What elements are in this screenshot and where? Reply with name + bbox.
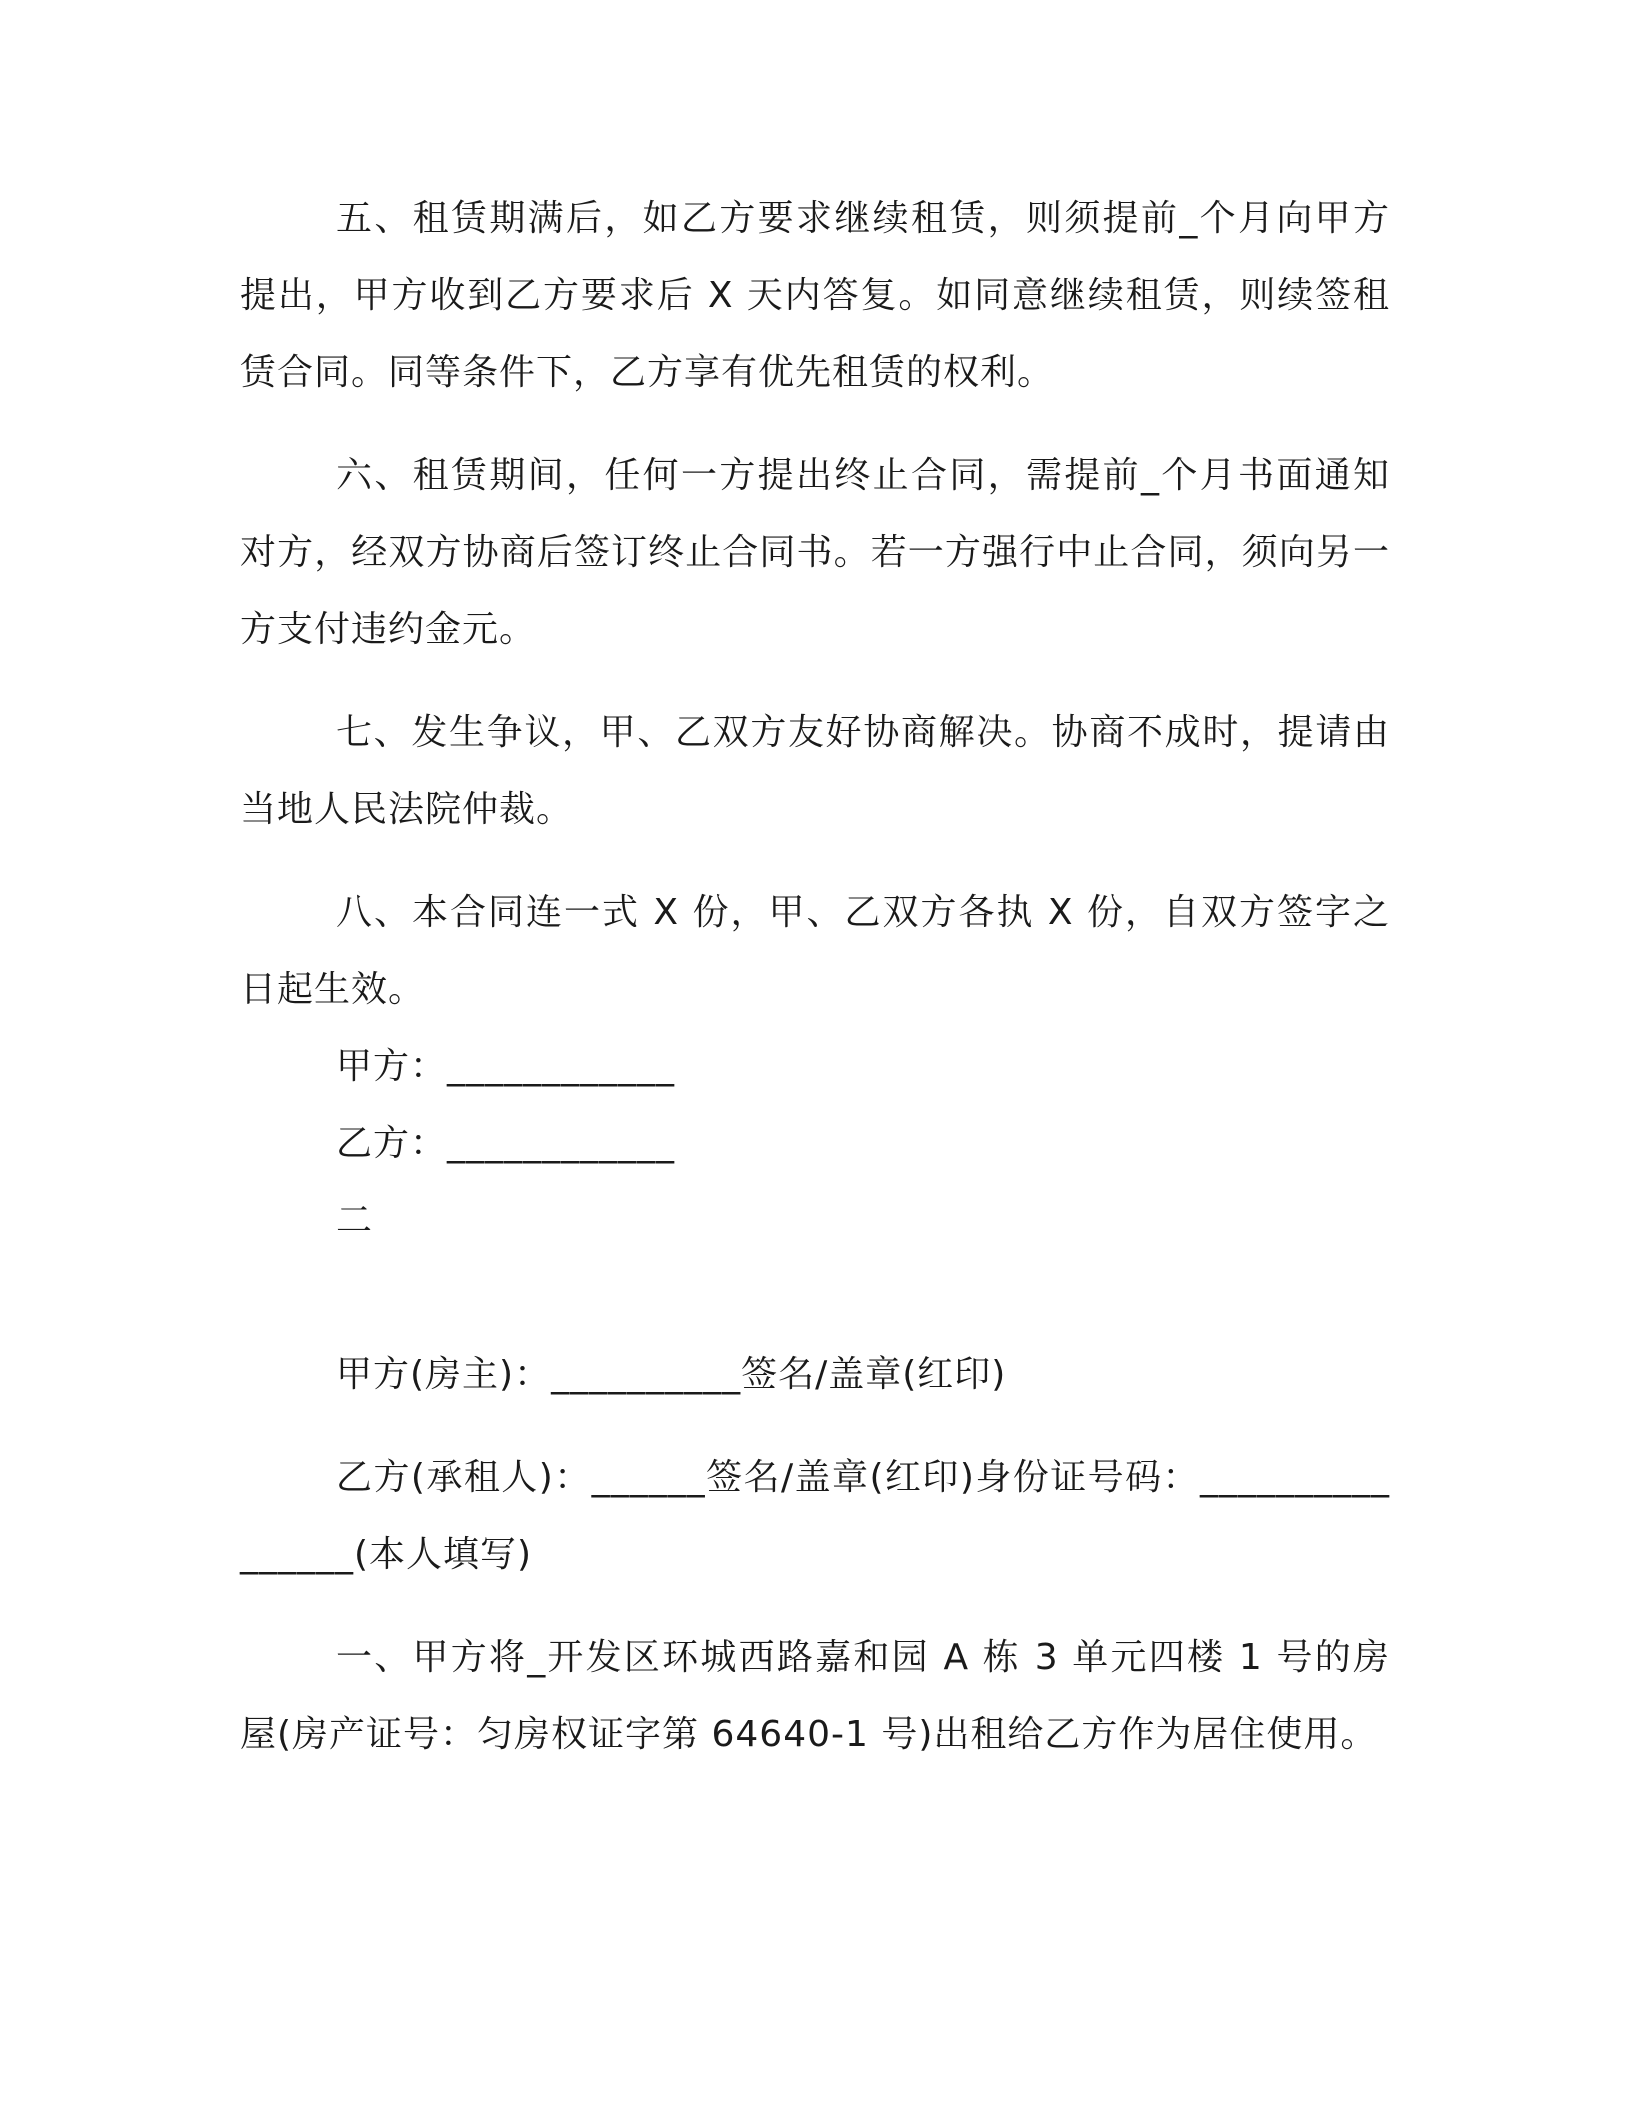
blank-spacer: [240, 1259, 1390, 1336]
party-b-signature-line: 乙方：____________: [336, 1123, 676, 1164]
clause-six: 六、租赁期间，任何一方提出终止合同，需提前_个月书面通知对方，经双方协商后签订终止合同书。若一方强行中止合同，须向另一方支付违约金元。: [240, 455, 1390, 650]
tenant-signature-line: 乙方(承租人)：______签名/盖章(红印)身份证号码：________________(本人填写): [240, 1457, 1390, 1575]
clause-five: 五、租赁期满后，如乙方要求继续租赁，则须提前_个月向甲方提出，甲方收到乙方要求后 X 天内答复。如同意继续租赁，则续签租赁合同。同等条件下，乙方享有优先租赁的权利。: [240, 198, 1390, 393]
clause-seven: 七、发生争议，甲、乙双方友好协商解决。协商不成时，提请由当地人民法院仲裁。: [240, 712, 1390, 830]
clause-one: 一、甲方将_开发区环城西路嘉和园 A 栋 3 单元四楼 1 号的房屋(房产证号：匀房权证字第 64640-1 号)出租给乙方作为居住使用。: [240, 1637, 1390, 1755]
clause-eight: 八、本合同连一式 X 份，甲、乙双方各执 X 份，自双方签字之日起生效。: [240, 892, 1390, 1010]
landlord-signature-line: 甲方(房主)：__________签名/盖章(红印): [336, 1354, 1007, 1395]
document-page: [240, 180, 1390, 1773]
section-marker: 二: [336, 1200, 374, 1241]
party-a-signature-line: 甲方：____________: [336, 1046, 676, 1087]
